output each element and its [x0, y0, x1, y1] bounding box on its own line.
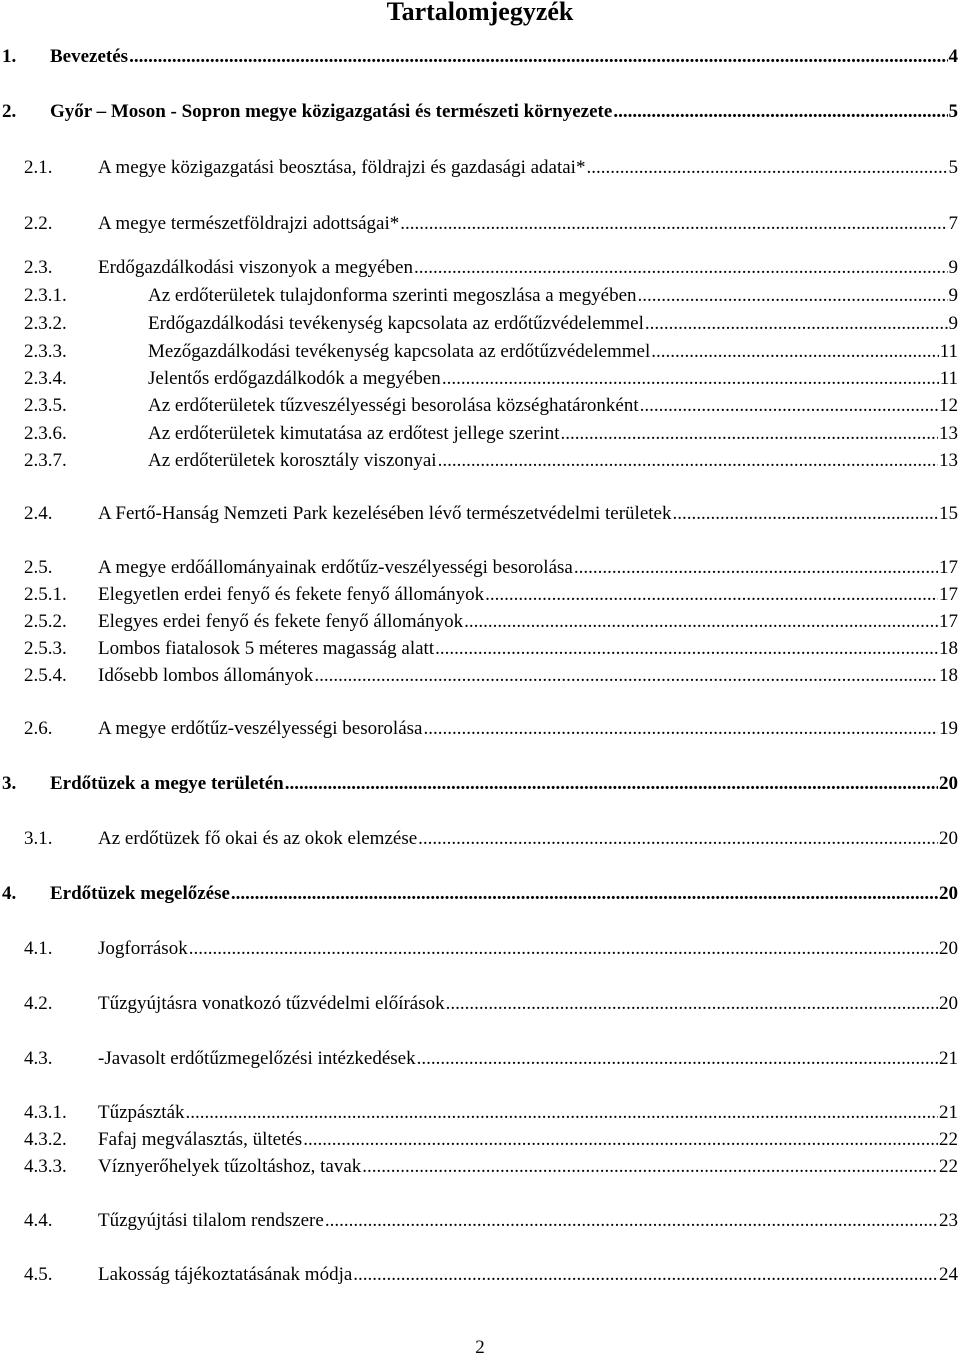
toc-entry-page: 13 [939, 423, 958, 444]
toc-leader-dots [438, 449, 938, 473]
toc-entry[interactable] [0, 992, 960, 1016]
toc-entry-page: 24 [939, 1264, 958, 1285]
toc-entry-number: 4.3.1. [24, 1102, 67, 1123]
toc-leader-dots [574, 556, 938, 580]
toc-entry[interactable] [0, 637, 960, 661]
toc-entry-number: 4. [2, 883, 17, 904]
toc-leader-dots [129, 45, 947, 69]
toc-entry-number: 4.1. [24, 938, 53, 959]
toc-entry[interactable] [0, 772, 960, 796]
toc-entry-title: Az erdőterületek kimutatása az erdőtest jellege szerint [148, 423, 560, 444]
toc-entry[interactable] [0, 556, 960, 580]
toc-entry-title: Jogforrások [98, 938, 188, 959]
toc-entry-number: 4.4. [24, 1210, 53, 1231]
toc-entry-title: Elegyetlen erdei fenyő és fekete fenyő állományok [98, 584, 485, 605]
toc-entry-title: Elegyes erdei fenyő és fekete fenyő állományok [98, 611, 464, 632]
toc-entry[interactable] [0, 156, 960, 180]
toc-entry-title: Erdőgazdálkodási viszonyok a megyében [98, 257, 413, 278]
toc-entry-page: 17 [939, 584, 958, 605]
toc-entry[interactable] [0, 256, 960, 280]
toc-entry-page: 4 [948, 46, 958, 67]
toc-entry-number: 2.3.4. [24, 368, 67, 389]
toc-entry-page: 9 [948, 257, 958, 278]
toc-entry-title: A megye természetföldrajzi adottságai* [98, 213, 400, 234]
page-number: 2 [475, 1337, 485, 1358]
toc-entry-title: Az erdőtüzek fő okai és az okok elemzése [98, 828, 418, 849]
toc-leader-dots [353, 1263, 938, 1287]
toc-entry[interactable] [0, 882, 960, 906]
toc-leader-dots [314, 664, 938, 688]
toc-entry[interactable] [0, 1155, 960, 1179]
toc-leader-dots [485, 583, 938, 607]
toc-entry-page: 5 [948, 157, 958, 178]
toc-leader-dots [285, 772, 938, 796]
toc-leader-dots [423, 717, 938, 741]
toc-entry-number: 2.2. [24, 213, 53, 234]
toc-entry-number: 2.5.4. [24, 665, 67, 686]
toc-entry[interactable] [0, 312, 960, 336]
toc-leader-dots [613, 100, 947, 124]
toc-entry[interactable] [0, 1128, 960, 1152]
toc-entry-number: 2.3.6. [24, 423, 67, 444]
toc-entry-number: 2.6. [24, 718, 53, 739]
toc-entry-number: 2.5.1. [24, 584, 67, 605]
toc-leader-dots [586, 156, 947, 180]
toc-entry-title: Jelentős erdőgazdálkodók a megyében [148, 368, 441, 389]
toc-leader-dots [189, 937, 938, 961]
toc-entry[interactable] [0, 45, 960, 69]
toc-entry[interactable] [0, 340, 960, 364]
toc-entry[interactable] [0, 937, 960, 961]
toc-entry-page: 21 [939, 1048, 958, 1069]
toc-entry-page: 20 [939, 828, 958, 849]
toc-entry-page: 11 [939, 368, 958, 389]
toc-entry[interactable] [0, 367, 960, 391]
toc-leader-dots [645, 312, 948, 336]
toc-entry-title: Fafaj megválasztás, ültetés [98, 1129, 303, 1150]
toc-entry-page: 21 [939, 1102, 958, 1123]
toc-entry[interactable] [0, 1047, 960, 1071]
toc-entry-number: 2.4. [24, 503, 53, 524]
toc-leader-dots [325, 1209, 938, 1233]
toc-entry-title: Víznyerőhelyek tűzoltáshoz, tavak [98, 1156, 362, 1177]
toc-leader-dots [362, 1155, 938, 1179]
toc-entry-page: 12 [939, 395, 958, 416]
toc-entry[interactable] [0, 394, 960, 418]
toc-entry-title: A Fertő-Hanság Nemzeti Park kezelésében lévő természetvédelmi területek [98, 503, 672, 524]
toc-entry-number: 2.3.7. [24, 450, 67, 471]
toc-leader-dots [464, 610, 938, 634]
toc-entry[interactable] [0, 422, 960, 446]
toc-entry-number: 4.5. [24, 1264, 53, 1285]
toc-entry[interactable] [0, 610, 960, 634]
toc-entry-title: Tűzgyújtásra vonatkozó tűzvédelmi előírások [98, 993, 445, 1014]
toc-entry-page: 17 [939, 557, 958, 578]
toc-leader-dots [186, 1101, 938, 1125]
toc-leader-dots [560, 422, 938, 446]
toc-entry[interactable] [0, 827, 960, 851]
toc-entry-title: Erdőtüzek a megye területén [50, 773, 284, 794]
toc-entry-title: Az erdőterületek korosztály viszonyai [148, 450, 437, 471]
toc-entry-title: Idősebb lombos állományok [98, 665, 314, 686]
toc-entry-number: 2.3. [24, 257, 53, 278]
toc-leader-dots [672, 502, 938, 526]
toc-entry-title: Mezőgazdálkodási tevékenység kapcsolata az erdőtűzvédelemmel [148, 341, 651, 362]
toc-leader-dots [442, 367, 939, 391]
toc-entry[interactable] [0, 212, 960, 236]
toc-entry[interactable] [0, 717, 960, 741]
toc-entry-number: 4.3.3. [24, 1156, 67, 1177]
toc-entry-title: A megye erdőtűz-veszélyességi besorolása [98, 718, 423, 739]
toc-entry-page: 20 [939, 773, 958, 794]
toc-entry-page: 19 [939, 718, 958, 739]
toc-entry-page: 20 [939, 938, 958, 959]
toc-leader-dots [446, 992, 938, 1016]
toc-leader-dots [303, 1128, 938, 1152]
toc-entry-number: 4.3.2. [24, 1129, 67, 1150]
toc-leader-dots [400, 212, 947, 236]
toc-entry-number: 4.3. [24, 1048, 53, 1069]
toc-entry-title: A megye erdőállományainak erdőtűz-veszélyességi besorolása [98, 557, 573, 578]
toc-entry-title: Az erdőterületek tűzveszélyességi besorolása községhatáronként [148, 395, 639, 416]
toc-entry-number: 2.3.5. [24, 395, 67, 416]
toc-entry-title: Győr – Moson - Sopron megye közigazgatási és természeti környezete [50, 101, 613, 122]
toc-leader-dots [651, 340, 938, 364]
toc-entry-number: 4.2. [24, 993, 53, 1014]
toc-entry-page: 22 [939, 1129, 958, 1150]
toc-entry-number: 1. [2, 46, 17, 67]
toc-entry[interactable] [0, 449, 960, 473]
toc-entry[interactable] [0, 284, 960, 308]
toc-entry-page: 18 [939, 638, 958, 659]
toc-entry-title: Tűzgyújtási tilalom rendszere [98, 1210, 324, 1231]
toc-leader-dots [418, 827, 938, 851]
toc-entry-page: 22 [939, 1156, 958, 1177]
toc-entry-number: 2.3.1. [24, 285, 67, 306]
toc-entry[interactable] [0, 502, 960, 526]
toc-entry-page: 23 [939, 1210, 958, 1231]
toc-entry[interactable] [0, 1101, 960, 1125]
toc-entry-number: 2.3.2. [24, 313, 67, 334]
toc-entry[interactable] [0, 100, 960, 124]
toc-entry-page: 7 [948, 213, 958, 234]
toc-entry-page: 20 [939, 993, 958, 1014]
toc-entry[interactable] [0, 1209, 960, 1233]
toc-entry-title: Lakosság tájékoztatásának módja [98, 1264, 353, 1285]
toc-entry[interactable] [0, 1263, 960, 1287]
toc-entry-page: 20 [939, 883, 958, 904]
toc-entry-number: 2.1. [24, 157, 53, 178]
toc-entry[interactable] [0, 664, 960, 688]
toc-entry-title: Erdőtüzek megelőzése [50, 883, 230, 904]
toc-leader-dots [638, 284, 948, 308]
toc-entry-page: 9 [948, 285, 958, 306]
toc-entry-number: 3.1. [24, 828, 53, 849]
toc-entry-title: Lombos fiatalosok 5 méteres magasság alatt [98, 638, 435, 659]
toc-entry-title: Az erdőterületek tulajdonforma szerinti megoszlása a megyében [148, 285, 637, 306]
toc-entry-page: 15 [939, 503, 958, 524]
toc-entry-number: 2.5.2. [24, 611, 67, 632]
toc-entry-title: -Javasolt erdőtűzmegelőzési intézkedések [98, 1048, 416, 1069]
toc-entry-page: 5 [948, 101, 958, 122]
toc-entry-page: 9 [948, 313, 958, 334]
toc-entry-page: 17 [939, 611, 958, 632]
toc-entry[interactable] [0, 583, 960, 607]
toc-leader-dots [417, 1047, 938, 1071]
toc-entry-number: 3. [2, 773, 17, 794]
toc-entry-title: Erdőgazdálkodási tevékenység kapcsolata az erdőtűzvédelemmel [148, 313, 644, 334]
toc-leader-dots [435, 637, 938, 661]
toc-entry-title: Bevezetés [50, 46, 129, 67]
toc-entry-number: 2.5.3. [24, 638, 67, 659]
toc-entry-number: 2.5. [24, 557, 53, 578]
toc-entry-page: 11 [939, 341, 958, 362]
page-title: Tartalomjegyzék [386, 0, 574, 26]
toc-leader-dots [231, 882, 938, 906]
toc-leader-dots [640, 394, 938, 418]
toc-entry-title: A megye közigazgatási beosztása, földrajzi és gazdasági adatai* [98, 157, 586, 178]
toc-entry-page: 18 [939, 665, 958, 686]
toc-entry-number: 2.3.3. [24, 341, 67, 362]
toc-entry-title: Tűzpászták [98, 1102, 185, 1123]
toc-entry-page: 13 [939, 450, 958, 471]
toc-entry-number: 2. [2, 101, 17, 122]
toc-leader-dots [414, 256, 948, 280]
